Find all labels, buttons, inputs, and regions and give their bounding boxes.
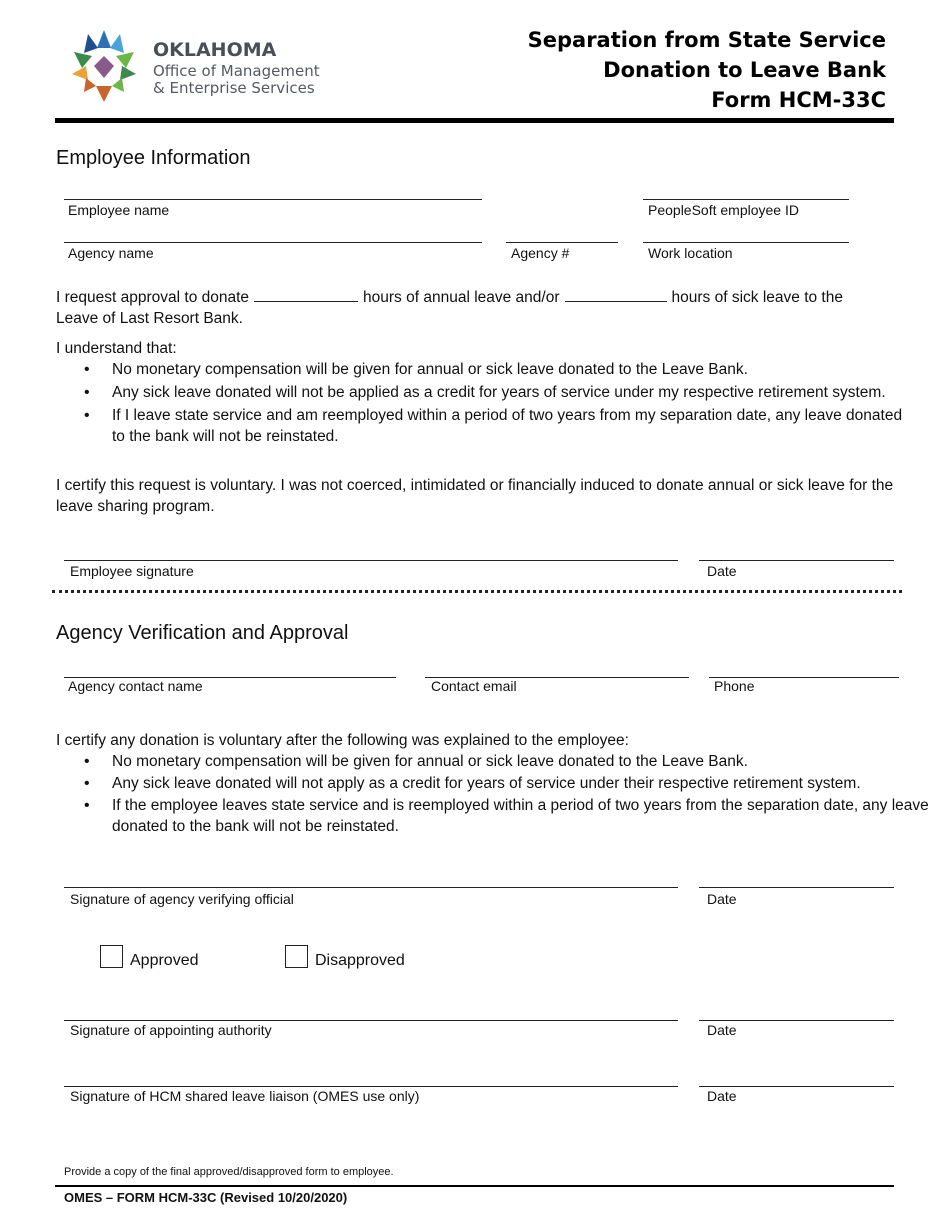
list-item: • If the employee leaves state service and is reemployed within a period of two years from the separation date, any leave donated to the bank will not be reinstated.: [112, 795, 942, 837]
agency-section-title: Agency Verification and Approval: [56, 622, 349, 644]
appointing-date-line[interactable]: [699, 1020, 894, 1021]
request-text-1: I request approval to donate: [56, 289, 250, 306]
oklahoma-star-logo-icon: [64, 26, 144, 106]
appointing-date-label: Date: [707, 1022, 737, 1038]
liaison-date-line[interactable]: [699, 1086, 894, 1087]
appointing-signature-line[interactable]: [64, 1020, 678, 1021]
understand-intro: I understand that:: [56, 340, 177, 357]
agency-contact-label: Agency contact name: [68, 678, 203, 694]
employee-name-label: Employee name: [68, 202, 170, 218]
peoplesoft-id-line[interactable]: [643, 199, 849, 200]
list-item: • No monetary compensation will be given for annual or sick leave donated to the Leave Bank.: [112, 359, 912, 380]
section-divider: [52, 590, 902, 593]
verifying-signature-label: Signature of agency verifying official: [70, 891, 294, 907]
verifying-signature-line[interactable]: [64, 887, 678, 888]
title-line3: Form HCM-33C: [711, 88, 886, 112]
request-text-2: hours of annual leave and/or: [363, 289, 560, 306]
appointing-signature-label: Signature of appointing authority: [70, 1022, 272, 1038]
employee-signature-line[interactable]: [64, 560, 678, 561]
agency-name-line[interactable]: [64, 242, 482, 243]
footer-form-id: OMES – FORM HCM-33C (Revised 10/20/2020): [64, 1190, 348, 1205]
employee-date-line[interactable]: [699, 560, 894, 561]
title-line1: Separation from State Service: [527, 28, 886, 52]
employee-section-title: Employee Information: [56, 147, 251, 169]
agency-number-label: Agency #: [511, 245, 570, 261]
employee-date-label: Date: [707, 563, 737, 579]
logo-line1: OKLAHOMA: [153, 39, 277, 61]
contact-email-label: Contact email: [431, 678, 517, 694]
liaison-signature-label: Signature of HCM shared leave liaison (OMES use only): [70, 1088, 420, 1104]
list-item: • No monetary compensation will be given for annual or sick leave donated to the Leave Bank.: [112, 751, 942, 772]
title-line2: Donation to Leave Bank: [603, 58, 886, 82]
logo-line3: & Enterprise Services: [153, 79, 315, 97]
footer-note: Provide a copy of the final approved/disapproved form to employee.: [64, 1166, 394, 1178]
approved-checkbox[interactable]: [100, 945, 123, 968]
employee-signature-label: Employee signature: [70, 563, 194, 579]
disapproved-label: Disapproved: [315, 952, 405, 969]
request-text-3: hours of sick leave to the: [671, 289, 843, 306]
list-item: • Any sick leave donated will not apply as a credit for years of service under their respective retirement system.: [112, 773, 942, 794]
annual-hours-field[interactable]: [254, 287, 358, 302]
liaison-signature-line[interactable]: [64, 1086, 678, 1087]
verifying-date-line[interactable]: [699, 887, 894, 888]
sick-hours-field[interactable]: [565, 287, 667, 302]
form-title: [466, 25, 886, 115]
donation-request: [56, 287, 896, 329]
work-location-label: Work location: [648, 245, 733, 261]
peoplesoft-id-label: PeopleSoft employee ID: [648, 202, 799, 218]
agency-certify-intro: I certify any donation is voluntary after the following was explained to the employee:: [56, 732, 629, 749]
list-item: • If I leave state service and am reemployed within a period of two years from my separation date, any leave donated to the bank will not be reinstated.: [112, 405, 912, 447]
phone-label: Phone: [714, 678, 755, 694]
header-rule: [55, 118, 894, 123]
work-location-line[interactable]: [643, 242, 849, 243]
list-item: • Any sick leave donated will not be applied as a credit for years of service under my respective retirement system.: [112, 382, 912, 403]
approved-label: Approved: [130, 952, 199, 969]
agency-number-line[interactable]: [506, 242, 618, 243]
logo-line2: Office of Management: [153, 62, 320, 80]
voluntary-certification: I certify this request is voluntary. I was not coerced, intimidated or financially induced to donate annual or sick leave for the leave sharing program.: [56, 477, 894, 515]
agency-explanation-list: [56, 751, 942, 837]
footer-rule: [55, 1185, 894, 1187]
disapproved-checkbox[interactable]: [285, 945, 308, 968]
employee-understanding-list: [56, 359, 912, 447]
agency-name-label: Agency name: [68, 245, 154, 261]
logo: [64, 26, 344, 106]
liaison-date-label: Date: [707, 1088, 737, 1104]
request-text-4: Leave of Last Resort Bank.: [56, 310, 243, 327]
employee-name-line[interactable]: [64, 199, 482, 200]
verifying-date-label: Date: [707, 891, 737, 907]
